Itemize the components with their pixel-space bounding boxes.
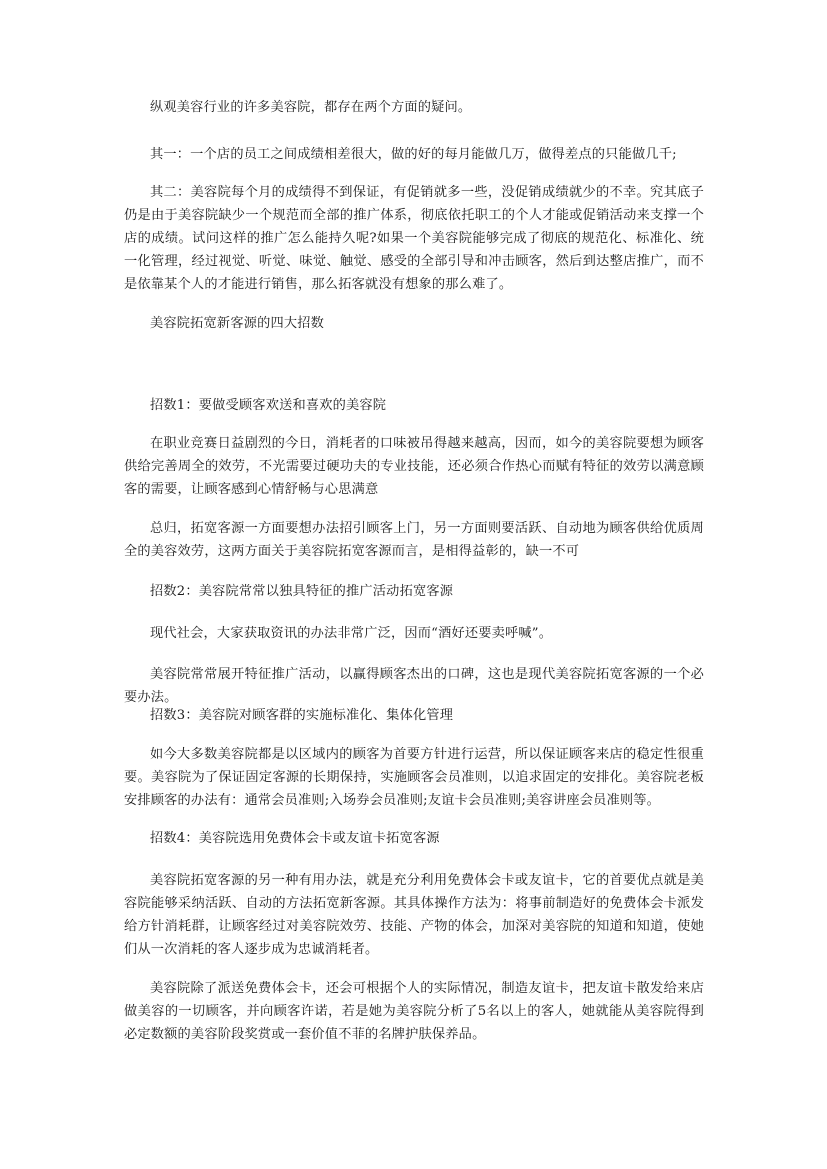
tip-2-paragraph-2: 美容院常常展开特征推广活动，以赢得顾客杰出的口碑，这也是现代美容院拓宽客源的一个必要办法。 xyxy=(124,667,704,705)
question-two-paragraph: 其二：美容院每个月的成绩得不到保证，有促销就多一些，没促销成绩就少的不幸。究其底子仍是由于美容院缺少一个规范而全部的推广体系，彻底依托职工的个人才能或促销活动来支撑一个店的成绩。试问这样的推广怎么能持久呢?如果一个美容院能够完成了彻底的规范化、标准化、统一化管理，经过视觉、听觉、味觉、触觉、感受的全部引导和冲击顾客，然后到达整店推广，而不是依靠某个人的才能进行销售，那么拓客就没有想象的那么难了。 xyxy=(124,185,704,292)
summary-paragraph: 总归，拓宽客源一方面要想办法招引顾客上门，另一方面则要活跃、自动地为顾客供给优质周全的美容效劳，这两方面关于美容院拓宽客源而言，是相得益彰的，缺一不可 xyxy=(124,521,704,559)
tip-2-heading: 招数2：美容院常常以独具特征的推广活动拓宽客源 xyxy=(150,584,454,599)
tip-2-paragraph-1: 现代社会，大家获取资讯的办法非常广泛，因而“酒好还要卖呼喊”。 xyxy=(150,626,553,641)
question-one-paragraph: 其一：一个店的员工之间成绩相差很大，做的好的每月能做几万，做得差点的只能做几千; xyxy=(150,147,677,162)
tip-3-paragraph: 如今大多数美容院都是以区域内的顾客为首要方针进行运营，所以保证顾客来店的稳定性很重要。美容院为了保证固定客源的长期保持，实施顾客会员准则，以追求固定的安排化。美容院老板安排顾客的办法有：通常会员准则;入场券会员准则;友谊卡会员准则;美容讲座会员准则等。 xyxy=(124,747,704,808)
tip-3-heading: 招数3：美容院对顾客群的实施标准化、集体化管理 xyxy=(150,708,454,723)
tip-4-paragraph-2: 美容院除了派送免费体会卡，还会可根据个人的实际情况，制造友谊卡，把友谊卡散发给来店做美容的一切顾客，并向顾客许诺，若是她为美容院分析了5名以上的客人，她就能从美容院得到必定数额的美容阶段奖赏或一套价值不菲的名牌护肤保养品。 xyxy=(124,981,704,1042)
tip-4-heading: 招数4：美容院选用免费体会卡或友谊卡拓宽客源 xyxy=(150,831,440,846)
tip-4-paragraph-1: 美容院拓宽客源的另一种有用办法，就是充分利用免费体会卡或友谊卡，它的首要优点就是美容院能够采纳活跃、自动的方法拓宽新客源。其具体操作方法为：将事前制造好的免费体会卡派发给方针消耗群，让顾客经过对美容院效劳、技能、产物的体会，加深对美容院的知道和知道，使她们从一次消耗的客人逐步成为忠诚消耗者。 xyxy=(124,873,704,957)
tip-1-paragraph: 在职业竞赛日益剧烈的今日，消耗者的口味被吊得越来越高，因而，如今的美容院要想为顾客供给完善周全的效劳，不光需要过硬功夫的专业技能，还必须合作热心而赋有特征的效劳以满意顾客的需要，让顾客感到心情舒畅与心思满意 xyxy=(124,436,704,497)
intro-paragraph: 纵观美容行业的许多美容院，都存在两个方面的疑问。 xyxy=(150,100,472,115)
tip-1-heading: 招数1：要做受顾客欢送和喜欢的美容院 xyxy=(150,398,387,413)
section-heading: 美容院拓宽新客源的四大招数 xyxy=(150,316,325,331)
